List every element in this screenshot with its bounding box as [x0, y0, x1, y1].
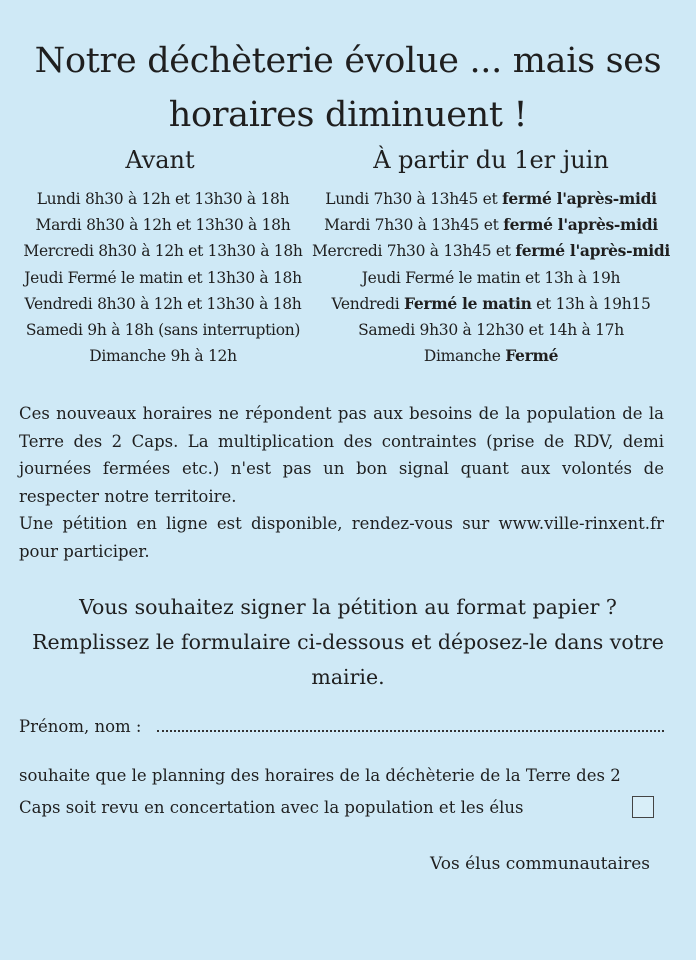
- before-friday: Vendredi 8h30 à 12h et 13h30 à 18h: [24, 294, 302, 313]
- title-line-1: Notre déchèterie évolue ... mais ses: [34, 41, 662, 81]
- after-monday: Lundi 7h30 à 13h45 et fermé l'après-midi: [325, 189, 657, 208]
- title-line-2: horaires diminuent !: [168, 95, 528, 135]
- after-sunday: Dimanche Fermé: [423, 346, 559, 366]
- cta-line-3: mairie.: [311, 665, 385, 689]
- name-field-label: Prénom, nom :: [19, 717, 142, 736]
- after-tuesday: Mardi 7h30 à 13h45 et fermé l'après-midi: [324, 215, 658, 235]
- paper-petition-callout: [12, 590, 684, 695]
- cta-line-1: Vous souhaitez signer la pétition au format papier ?: [79, 595, 617, 619]
- name-field-row: [19, 716, 664, 736]
- petition-online-text: Une pétition en ligne est disponible, rendez-vous sur www.ville-rinxent.fr pour participer.: [19, 514, 664, 561]
- agree-checkbox[interactable]: [632, 796, 654, 818]
- after-schedule: [306, 186, 676, 369]
- cta-line-2: Remplissez le formulaire ci-dessous et déposez-le dans votre: [32, 630, 664, 654]
- after-heading: À partir du 1er juin: [373, 146, 609, 174]
- before-saturday: Samedi 9h à 18h (sans interruption): [25, 321, 301, 340]
- flyer-title: [0, 34, 696, 142]
- before-schedule: [8, 186, 318, 369]
- before-monday: Lundi 8h30 à 12h et 13h30 à 18h: [36, 190, 290, 208]
- after-saturday: Samedi 9h30 à 12h30 et 14h à 17h: [358, 321, 624, 340]
- explanation-paragraph: [19, 400, 664, 565]
- after-friday: Vendredi Fermé le matin et 13h à 19h15: [331, 293, 651, 313]
- before-thursday: Jeudi Fermé le matin et 13h30 à 18h: [24, 268, 302, 287]
- name-field-dotted-line[interactable]: [157, 716, 664, 732]
- after-wednesday: Mercredi 7h30 à 13h45 et fermé l'après-midi: [311, 241, 671, 261]
- after-thursday: Jeudi Fermé le matin et 13h à 19h: [361, 268, 621, 287]
- signature: Vos élus communautaires: [430, 854, 650, 874]
- before-sunday: Dimanche 9h à 12h: [89, 347, 237, 366]
- wish-statement: souhaite que le planning des horaires de la déchèterie de la Terre des 2 Caps soit revu en concertation avec la population et les élus: [19, 766, 621, 817]
- before-wednesday: Mercredi 8h30 à 12h et 13h30 à 18h: [23, 242, 303, 261]
- before-tuesday: Mardi 8h30 à 12h et 13h30 à 18h: [35, 216, 291, 235]
- before-heading: Avant: [125, 146, 195, 174]
- explanation-text: Ces nouveaux horaires ne répondent pas aux besoins de la population de la Terre des 2 Caps. La multiplication des contraintes (prise de RDV, demi journées fermées etc.) n'est pas un bon signal quant aux volontés de respecter notre territoire.: [19, 404, 664, 506]
